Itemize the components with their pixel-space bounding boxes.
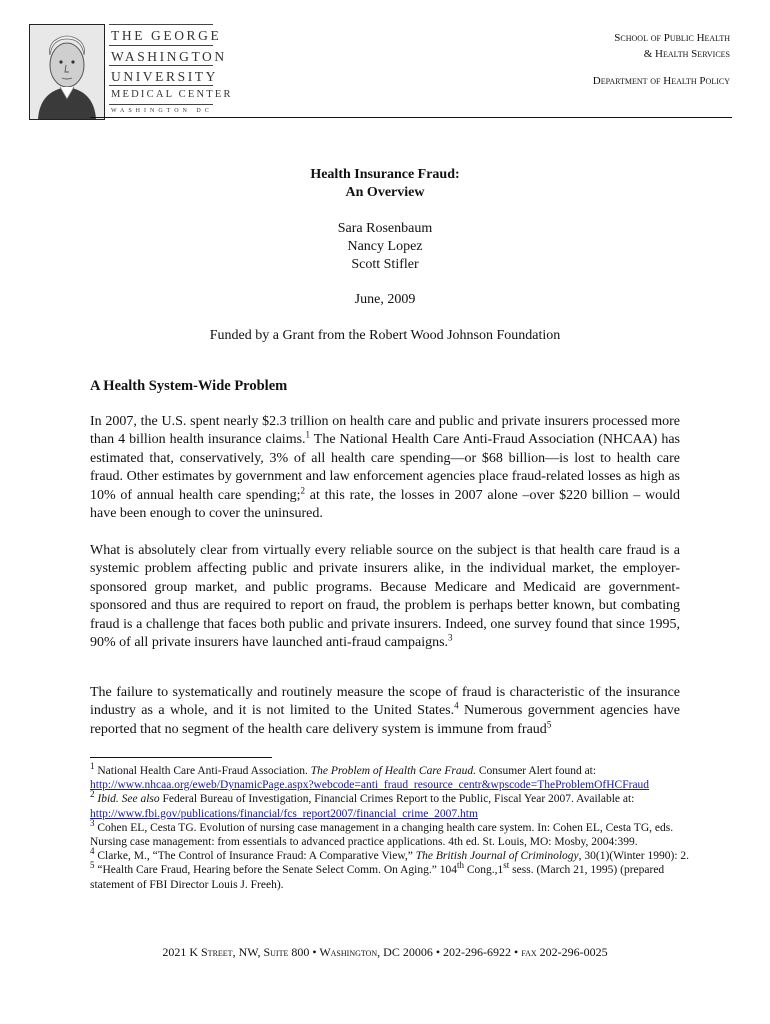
footnote-ref-3: 3: [448, 632, 453, 643]
footnote-divider: [90, 757, 272, 758]
footnote-ref-1: 1: [305, 429, 311, 440]
footnote-ref-4: 4: [454, 700, 459, 711]
footnote-ref-2: 2: [300, 484, 305, 495]
logo-line4: MEDICAL CENTER: [111, 89, 233, 100]
author-2: Nancy Lopez: [347, 239, 423, 254]
footnotes: [90, 761, 690, 892]
department-name: Department of Health Policy: [592, 75, 730, 87]
paragraph-2: What is absolutely clear from virtually every reliable source on the subject is that health care fraud is a systemic problem affecting public and private insurers alike, in the individual market, the employer-sponsored group market, and public programs. Because Medicare and Medicaid are government-sponsored and thus are required to report on fraud, the problem is perhaps better known, but combating fraud is a challenge that faces both public and private insurers. Indeed, one survey found that since 1995, 90% of all private insurers have launched anti-fraud campaigns.$^3$: [90, 543, 680, 651]
page-footer-address: 2021 K Street, NW, Suite 800 • Washington, DC 20006 • 202-296-6922 • fax 202-296-0025: [162, 945, 608, 959]
report-date: June, 2009: [354, 292, 416, 307]
gwu-logo: [29, 24, 233, 120]
logo-line3: UNIVERSITY: [111, 69, 218, 84]
logo-line2: WASHINGTON: [111, 49, 227, 64]
header-divider: [90, 117, 732, 118]
school-line1: School of Public Health: [614, 32, 730, 44]
school-name: [614, 30, 730, 62]
footnote-1: $^1$ National Health Care Anti-Fraud Association. The Problem of Health Care Fraud. Consumer Alert found at: http://www.nhcaa.org/eweb/DynamicPage.aspx?webcode=anti_fraud_resource_centr&wpscode=TheProblemOfHCFraud: [90, 761, 650, 792]
paragraph-1: In 2007, the U.S. spent nearly $2.3 trillion on health care and public and private insurers processed more than 4 billion health insurance claims.$^1$ The National Health Care Anti-Fraud Association (NHCAA) has estimated that, conservatively, 3% of all health care spending—or $68 billion—is lost to health care fraud. Other estimates by government and law enforcement agencies place fraud-related losses as high as 10% of annual health care spending;$^2$ at this rate, the losses in 2007 alone –over $220 billion – would have been enough to cover the uninsured.: [90, 414, 680, 522]
logo-line5: WASHINGTON DC: [111, 108, 213, 114]
footnote-2-link[interactable]: http://www.fbi.gov/publications/financial/fcs_report2007/financial_crime_2007.htm: [90, 807, 478, 820]
author-3: Scott Stifler: [351, 257, 419, 272]
paragraph-3: The failure to systematically and routinely measure the scope of fraud is characteristic of the insurance industry as a whole, and it is not limited to the United States.$^4$ Numerous government agencies have reported that no segment of the health care delivery system is immune from fraud$^5$: [90, 685, 680, 737]
author-1: Sara Rosenbaum: [337, 221, 433, 236]
footnote-2: $^2$ Ibid. See also Federal Bureau of Investigation, Financial Crimes Report to the Public, Fiscal Year 2007. Available at: http://www.fbi.gov/publications/financial/fcs_report2007/financial_crime_2007.htm: [90, 789, 635, 820]
footnote-3: $^3$ Cohen EL, Cesta TG. Evolution of nursing case management in a changing health care system. In: Cohen EL, Cesta TG, eds. Nursing case management: from essentials to advanced practice applications. 4th ed. St. Louis, MO: Mosby, 2004:399.: [90, 817, 674, 849]
footnote-ref-5: 5: [546, 719, 552, 730]
funding-line: Funded by a Grant from the Robert Wood Johnson Foundation: [209, 328, 561, 343]
footnote-5: $^5$ “Health Care Fraud, Hearing before the Senate Select Comm. On Aging.” 104th Cong.,1st sess. (March 21, 1995) (prepared statement of FBI Director Louis J. Freeh).: [90, 860, 665, 891]
title-line1: Health Insurance Fraud:: [310, 167, 460, 182]
washington-portrait-icon: [29, 24, 105, 120]
footnote-1-link[interactable]: http://www.nhcaa.org/eweb/DynamicPage.aspx?webcode=anti_fraud_resource_centr&wpscode=TheProblemOfHCFraud: [90, 779, 650, 792]
footnote-4: $^4$ Clarke, M., “The Control of Insurance Fraud: A Comparative View,” The British Journal of Criminology, 30(1)(Winter 1990): 2.: [90, 846, 690, 863]
school-line2: & Health Services: [643, 48, 730, 60]
logo-line1: THE GEORGE: [111, 28, 222, 43]
title-line2: An Overview: [345, 185, 425, 200]
section-heading: A Health System-Wide Problem: [90, 378, 288, 394]
